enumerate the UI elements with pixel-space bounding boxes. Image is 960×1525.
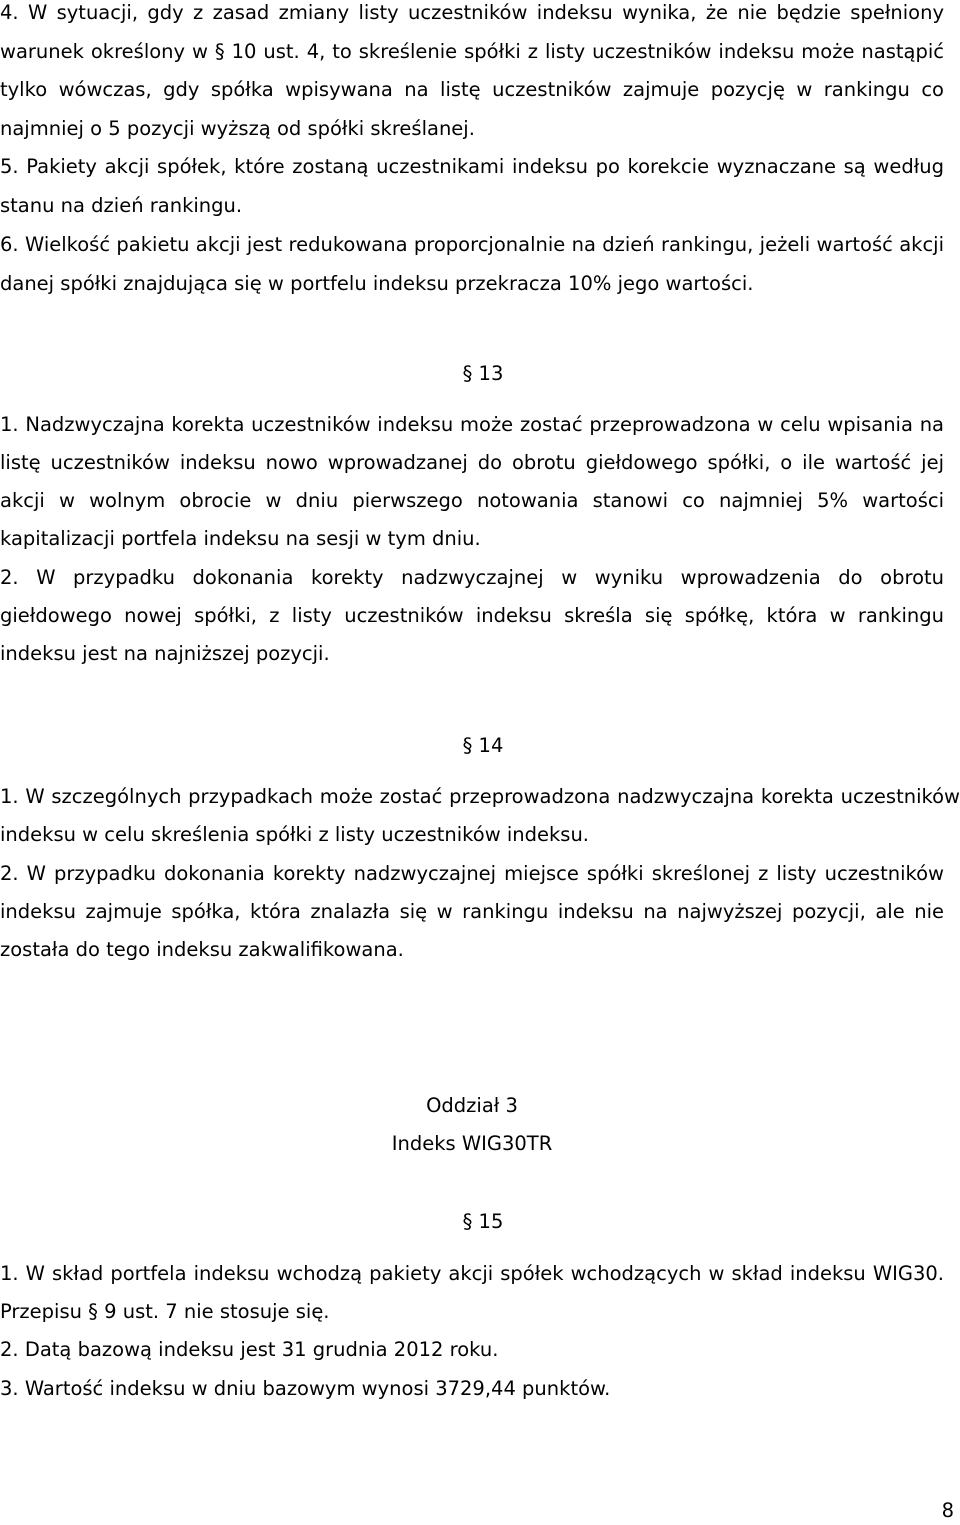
division-title: Oddział 3 bbox=[426, 1094, 518, 1117]
paragraph-text: W sytuacji, gdy z zasad zmiany listy uczestników indeksu wynika, że nie będzie spełniony warunek określony w § 10 ust. 4, to skreślenie spółki z listy uczestników indeksu może nastąpić tylko wówczas, gdy spółka wpisywana na listę uczestników zajmuje pozycję w rankingu co najmniej o 5 pozycji wyższą od spółki skreślanej. bbox=[0, 1, 944, 140]
section-14-heading: § 14 bbox=[462, 734, 504, 757]
section-15-heading: § 15 bbox=[462, 1210, 504, 1233]
item-number: 2. bbox=[0, 1338, 19, 1361]
item-text: Wartość indeksu w dniu bazowym wynosi 3729,44 punktów. bbox=[24, 1377, 611, 1400]
item-text: Datą bazową indeksu jest 31 grudnia 2012 roku. bbox=[24, 1338, 499, 1361]
item-text: W szczególnych przypadkach może zostać przeprowadzona nadzwyczajna korekta uczestników indeksu w celu skreślenia spółki z listy uczestników indeksu. bbox=[0, 785, 960, 846]
division-subtitle: Indeks WIG30TR bbox=[391, 1132, 553, 1155]
item-number: 3. bbox=[0, 1377, 19, 1400]
paragraph-5 bbox=[0, 148, 944, 225]
paragraph-number: 5. bbox=[0, 155, 19, 178]
paragraph-4 bbox=[0, 0, 944, 148]
section-13-item-1 bbox=[0, 406, 944, 558]
paragraph-text: Pakiety akcji spółek, które zostaną uczestnikami indeksu po korekcie wyznaczane są według stanu na dzień rankingu. bbox=[0, 155, 944, 217]
item-number: 1. bbox=[0, 1262, 19, 1285]
page-number: 8 bbox=[941, 1499, 954, 1522]
section-13-item-2 bbox=[0, 559, 944, 673]
section-15-item-2 bbox=[0, 1331, 944, 1369]
section-14-item-2 bbox=[0, 855, 944, 969]
paragraph-number: 6. bbox=[0, 233, 19, 256]
section-15-item-1 bbox=[0, 1255, 944, 1331]
paragraph-6 bbox=[0, 226, 944, 303]
item-number: 2. bbox=[0, 862, 19, 885]
item-number: 2. bbox=[0, 566, 19, 589]
item-text: W skład portfela indeksu wchodzą pakiety akcji spółek wchodzących w skład indeksu WIG30. Przepisu § 9 ust. 7 nie stosuje się. bbox=[0, 1262, 944, 1323]
item-text: W przypadku dokonania korekty nadzwyczajnej miejsce spółki skreślonej z listy uczestników indeksu zajmuje spółka, która znalazła się w rankingu indeksu na najwyższej pozycji, ale nie została do tego indeksu zakwalifikowana. bbox=[0, 862, 944, 961]
item-number: 1. bbox=[0, 785, 19, 808]
section-13-heading: § 13 bbox=[462, 362, 504, 385]
item-text: W przypadku dokonania korekty nadzwyczajnej w wyniku wprowadzenia do obrotu giełdowego nowej spółki, z listy uczestników indeksu skreśla się spółkę, która w rankingu indeksu jest na najniższej pozycji. bbox=[0, 566, 944, 665]
item-text: Nadzwyczajna korekta uczestników indeksu może zostać przeprowadzona w celu wpisania na listę uczestników indeksu nowo wprowadzanej do obrotu giełdowego spółki, o ile wartość jej akcji w wolnym obrocie w dniu pierwszego notowania stanowi co najmniej 5% wartości kapitalizacji portfela indeksu na sesji w tym dniu. bbox=[0, 413, 944, 550]
paragraph-number: 4. bbox=[0, 1, 19, 24]
item-number: 1. bbox=[0, 413, 19, 436]
section-14-item-1 bbox=[0, 778, 960, 854]
paragraph-text: Wielkość pakietu akcji jest redukowana proporcjonalnie na dzień rankingu, jeżeli wartość akcji danej spółki znajdująca się w portfelu indeksu przekracza 10% jego wartości. bbox=[0, 233, 945, 295]
section-15-item-3 bbox=[0, 1370, 944, 1408]
